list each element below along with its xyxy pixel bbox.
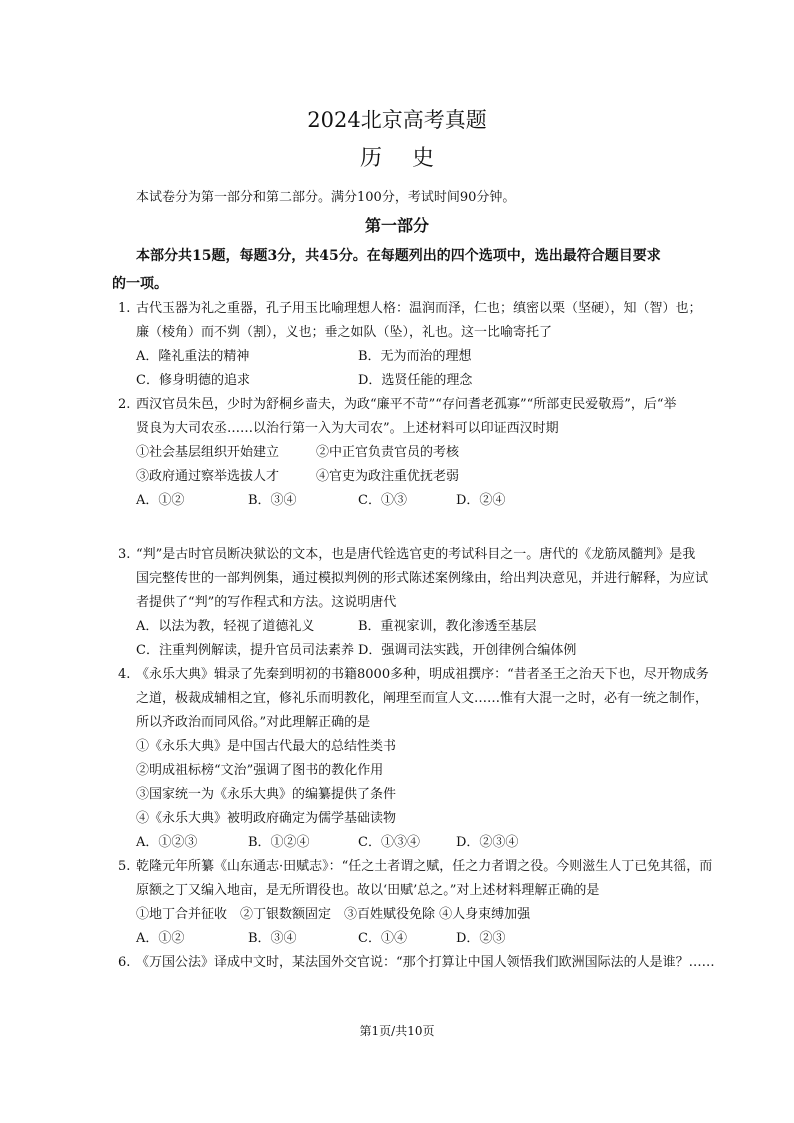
subject-title: 历史 bbox=[359, 146, 464, 171]
option-c: C．修身明德的追求 bbox=[136, 373, 250, 388]
question-stem-line: 廉（棱角）而不刿（割），义也；垂之如队（坠），礼也。这一比喻寄托了 bbox=[136, 325, 553, 340]
statement-item: ①《永乐大典》是中国古代最大的总结性类书 bbox=[136, 739, 397, 754]
statement-item: ④官吏为政注重优抚老弱 bbox=[316, 469, 460, 484]
option-d: D．②③ bbox=[456, 931, 506, 946]
question-stem-line: 者提供了“判”的写作程式和方法。这说明唐代 bbox=[136, 595, 397, 610]
statement-item: ④《永乐大典》被明政府确定为儒学基础读物 bbox=[136, 811, 397, 826]
option-a: A．①② bbox=[136, 931, 185, 946]
question-stem-line: 《永乐大典》辑录了先秦到明初的书籍8000多种，明成祖撰序：“昔者圣王之治天下也，尽开物成务 bbox=[136, 667, 709, 682]
statement-item: ③国家统一为《永乐大典》的编纂提供了条件 bbox=[136, 787, 397, 802]
option-a: A．①② bbox=[136, 493, 185, 508]
question-stem-line: 古代玉器为礼之重器，孔子用玉比喻理想人格：温润而泽，仁也；缜密以栗（坚硬），知（智）也； bbox=[136, 301, 702, 316]
option-d: D．②③④ bbox=[456, 835, 519, 850]
option-c: C．注重判例解读，提升官员司法素养 bbox=[136, 643, 354, 658]
option-a: A．隆礼重法的精神 bbox=[136, 349, 250, 364]
option-c: C．①④ bbox=[358, 931, 407, 946]
question-stem-line: 国完整传世的一部判例集，通过模拟判例的形式陈述案例缘由，给出判决意见，并进行解释，为应试 bbox=[136, 571, 709, 586]
question-number: 6. bbox=[118, 955, 131, 970]
option-a: A．①②③ bbox=[136, 835, 198, 850]
option-b: B．重视家训，教化渗透至基层 bbox=[358, 619, 537, 634]
statement-item: ①社会基层组织开始建立 bbox=[136, 445, 280, 460]
page-footer: 第1页/共10页 bbox=[359, 1024, 435, 1038]
option-b: B．无为而治的理想 bbox=[358, 349, 472, 364]
question-number: 1. bbox=[118, 301, 131, 316]
question-number: 5. bbox=[118, 859, 131, 874]
question-number: 3. bbox=[118, 547, 131, 562]
section-instructions-line-1: 本部分共15题，每题3分，共45分。在每题列出的四个选项中，选出最符合题目要求 bbox=[136, 248, 661, 264]
question-stem-line: 西汉官员朱邑，少时为舒桐乡啬夫，为政“廉平不苛”“存问耆老孤寡”“所部吏民爱敬焉”，后“举 bbox=[136, 397, 677, 412]
option-b: B．③④ bbox=[248, 931, 297, 946]
statement-item: ③政府通过察举选拔人才 bbox=[136, 469, 280, 484]
question-stem-line: 原额之丁又编入地亩，是无所谓役也。故以‘田赋’总之。”对上述材料理解正确的是 bbox=[136, 883, 600, 898]
exam-intro: 本试卷分为第一部分和第二部分。满分100分，考试时间90分钟。 bbox=[136, 190, 516, 205]
section-title: 第一部分 bbox=[364, 216, 429, 235]
option-d: D．②④ bbox=[456, 493, 506, 508]
option-b: B．①②④ bbox=[248, 835, 310, 850]
option-c: C．①③ bbox=[358, 493, 407, 508]
question-stem-line: “判”是古时官员断决狱讼的文本，也是唐代铨选官吏的考试科目之一。唐代的《龙筋凤髓判》是我 bbox=[136, 547, 696, 562]
option-b: B．③④ bbox=[248, 493, 297, 508]
question-number: 2. bbox=[118, 397, 131, 412]
question-stem-line: 乾隆元年所纂《山东通志·田赋志》：“任之土者谓之赋，任之力者谓之役。今则滋生人丁已免其徭，而 bbox=[136, 859, 713, 874]
statement-items-inline: ①地丁合并征收 ②丁银数额固定 ③百姓赋役免除 ④人身束缚加强 bbox=[136, 907, 531, 922]
question-stem-line: 《万国公法》译成中文时，某法国外交官说：“那个打算让中国人领悟我们欧洲国际法的人是谁？…… bbox=[136, 955, 715, 970]
question-stem-line: 贤良为大司农丞……以治行第一入为大司农”。上述材料可以印证西汉时期 bbox=[136, 421, 559, 436]
section-instructions-line-2: 的一项。 bbox=[112, 276, 168, 292]
option-d: D．选贤任能的理念 bbox=[358, 373, 473, 388]
exam-title: 2024北京高考真题 bbox=[307, 108, 487, 132]
question-stem-line: 所以齐政治而同风俗。”对此理解正确的是 bbox=[136, 715, 371, 730]
option-c: C．①③④ bbox=[358, 835, 420, 850]
statement-item: ②明成祖标榜“文治”强调了图书的教化作用 bbox=[136, 763, 384, 778]
question-stem-line: 之道，极裁成辅相之宜，修礼乐而明教化，阐理至而宣人文……惟有大混一之时，必有一统之制作， bbox=[136, 691, 709, 706]
question-number: 4. bbox=[118, 667, 131, 682]
statement-item: ②中正官负责官员的考核 bbox=[316, 445, 460, 460]
option-a: A．以法为教，轻视了道德礼义 bbox=[136, 619, 315, 634]
option-d: D．强调司法实践，开创律例合编体例 bbox=[358, 643, 577, 658]
